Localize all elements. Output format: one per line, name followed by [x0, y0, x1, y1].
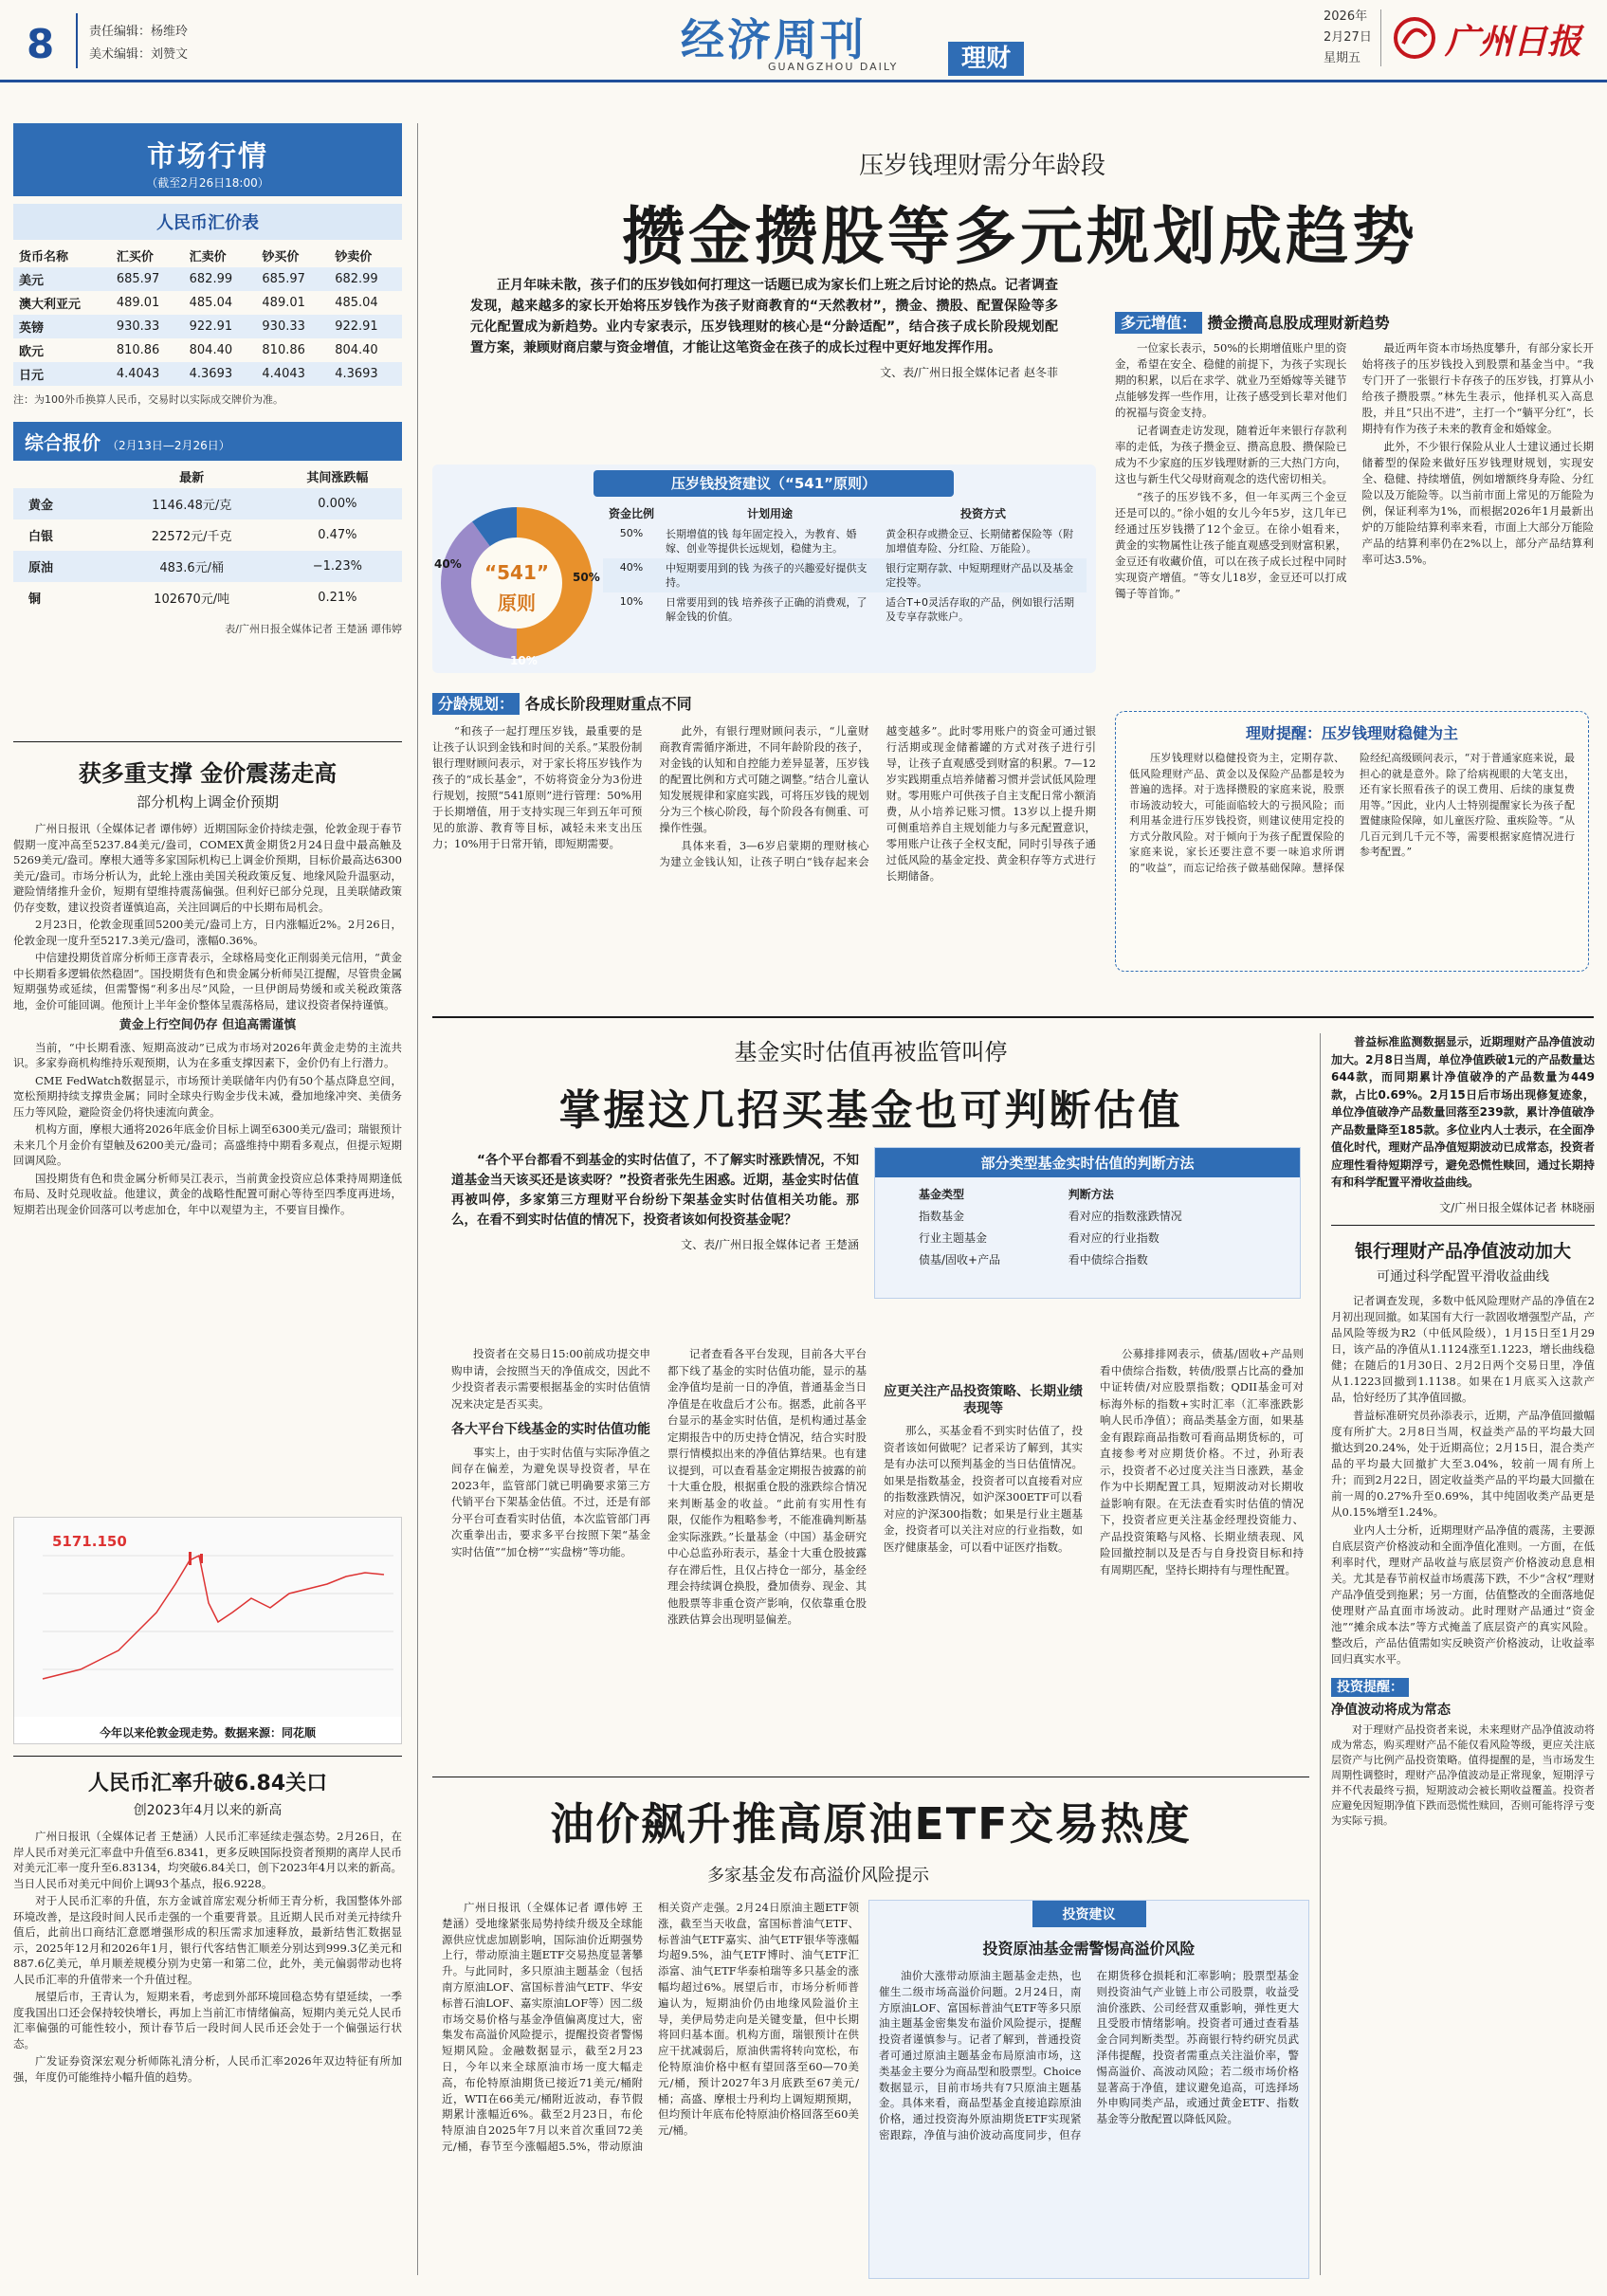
- wealth-tip-title: 净值波动将成为常态: [1331, 1702, 1451, 1718]
- commodity-value: 22572元/千克: [151, 530, 232, 544]
- method-cell: 看中债综合指数: [1068, 1253, 1148, 1266]
- commodity-value: −1.23%: [273, 551, 402, 582]
- fx-value: 489.01: [116, 296, 160, 310]
- market-subtitle: （截至2月26日18:00）: [146, 176, 269, 190]
- gold-chart-caption: 今年以来伦敦金现走势。数据来源：同花顺: [99, 1726, 316, 1740]
- fx-value: 485.04: [335, 296, 378, 310]
- lead-headline: 攒金攒股等多元规划成趋势: [622, 200, 1418, 273]
- composite-row: [13, 488, 402, 519]
- fx-note: 注：为100外币换算人民币，交易时以实际成交牌价为准。: [13, 393, 283, 406]
- wealth-tip-bar: 投资提醒：: [1331, 1678, 1409, 1697]
- fx-value: 922.91: [329, 315, 402, 338]
- allocation-header-row: [603, 502, 1087, 524]
- composite-table: [13, 465, 402, 613]
- fx-row: [13, 315, 402, 338]
- fx-header-cell: 汇买价: [116, 250, 154, 264]
- fx-header-cell: 货币名称: [19, 250, 69, 264]
- method-cell: 看对应的行业指数: [1068, 1231, 1160, 1245]
- allocation-row: [603, 524, 1087, 558]
- rmb-subtitle: 创2023年4月以来的新高: [133, 1803, 283, 1818]
- box-541: [432, 465, 1096, 673]
- multi-body: 一位家长表示，50%的长期增值账户里的资金，希望在安全、稳健的前提下，为孩子实现长期的积累，以后在求学、就业乃至婚嫁等关键节点能够发挥一些作用，让孩子感受到长辈对他们的祝福与资金支持。 记者调查走访发现，随着近年来银行存款利率的走低，为孩子攒金豆、攒高息股、攒保险已成为不少家庭的压岁钱理财新的三大热门方向，这也与新生代父母财商观念的迭代密切相关。 “孩子的压岁钱不多，但一年买两三个金豆还是可以的。”徐小姐的女儿今年5岁，这几年已经通过压岁钱攒了12个金豆。在徐小姐看来，黄金的实物属性让孩子能直观感受到财富积累，金豆还有收藏价值，可以在孩子成长过程中同时实现资产增值。“等女儿18岁，金豆还可以打成镯子等首饰。” 最近两年资本市场热度攀升，有部分家长开始将孩子的压岁钱投入到股票和基金当中。“我专门开了一张银行卡存孩子的压岁钱，打算从小给孩子攒股票。”林先生表示，他择机买入高息股，并且“只出不进”，主打一个“躺平分红”，长期持有作为孩子未来的教育金和婚嫁金。 此外，不少银行保险从业人士建议通过长期储蓄型的保险来做好压岁钱理财规划，实现安全、稳健、持续增值，例如增额终身寿险、分红险以及万能险等。以当前市面上常见的万能险为例，保证利率为1%，而根据2026年1月最新出炉的万能险结算利率来看，市面上大部分万能险产品的结算利率仍在2%以上，部分产品结算利率可达3.5%。: [1115, 341, 1594, 600]
- wealth-subtitle: 可通过科学配置平滑收益曲线: [1377, 1268, 1549, 1285]
- wealth-tip-body: 对于理财产品投资者来说，未来理财产品净值波动将成为常态，购买理财产品不能仅看风险等级，更应关注底层资产与比例产品投资策略。值得提醒的是，当市场发生周期性调整时，理财产品净值波动是正常现象，短期浮亏并不代表最终亏损，短期波动会被长期收益覆盖。投资者应避免因短期净值下跌而恐慌性赎回，否则可能将浮亏变为实际亏损。: [1331, 1722, 1595, 1827]
- fx-currency: 美元: [13, 267, 111, 291]
- fx-value: 922.91: [184, 315, 257, 338]
- composite-row: [13, 551, 402, 582]
- fx-value: 804.40: [335, 343, 378, 357]
- lead-byline: 文、表/广州日报全媒体记者 赵冬菲: [880, 366, 1058, 379]
- allocation-row: [603, 592, 1087, 627]
- fx-value: 682.99: [329, 267, 402, 291]
- reminder-title: 理财提醒：压岁钱理财稳健为主: [1245, 724, 1458, 742]
- gold-chart-top-label: 5171.150: [52, 1533, 127, 1550]
- commodity-name: 铜: [28, 592, 42, 607]
- method-title: 部分类型基金实时估值的判断方法: [875, 1148, 1300, 1177]
- fund-col4: 公募排排网表示，债基/固收+产品则看中债综合指数，转债/股票占比高的叠加中证转债/对应股票指数；QDII基金可对标海外标的指数+实时汇率（汇率涨跌影响人民币净值）；商品类基金方面，如果基金有跟踪商品指数可看商品期货标的，可直接参考对应期货价格。不过，孙珩表示，投资者不必过度关注当日涨跌，基金作为中长期配置工具，短期波动对长期收益影响有限。在无法查看实时估值的情况下，投资者应更关注基金经理投资能力、产品投资策略与风格、长期业绩表现、风险回撤控制以及是否与自身投资目标和持有周期匹配，坚持长期持有与理性配置。: [1100, 1347, 1304, 1576]
- wealth-tip: [1331, 1677, 1595, 1829]
- paper-logo: [1392, 11, 1591, 64]
- allocation-header-cell: 资金比例: [609, 507, 655, 520]
- fx-value: 489.01: [262, 296, 305, 310]
- fx-header-cell: 钞卖价: [335, 250, 373, 264]
- rmb-article: [13, 1761, 402, 2086]
- fx-value: 4.3693: [329, 362, 402, 386]
- commodity-name: 黄金: [13, 488, 111, 519]
- lead-intro: 正月年味未散，孩子们的压岁钱如何打理这一话题已成为家长们上班之后讨论的热点。记者调查发现，越来越多的家长开始将压岁钱作为孩子财商教育的“天然教材”，攒金、攒股、配置保险等多元化配置成为新趋势。业内专家表示，压岁钱理财的核心是“分龄适配”，结合孩子成长阶段规划配置方案，兼顾财商启蒙与资金增值，才能让这笔资金在孩子的成长过程中更好地发挥作用。: [470, 278, 1058, 355]
- method-header-cell: 基金类型: [919, 1188, 965, 1201]
- allocation-cell: 日常要用到的钱 培养孩子正确的消费观，了解金钱的价值。: [666, 596, 867, 623]
- oil-advice-box: [868, 1900, 1309, 2279]
- gold-body: 广州日报讯（全媒体记者 谭伟婷）近期国际金价持续走强，伦敦金现于春节假期一度冲高至5237.84美元/盎司，COMEX黄金期货2月24日盘中最高触及5269美元/盎司。摩根大通等多家国际机构已上调金价预期，目标价最高达6300美元/盎司。市场分析认为，此轮上涨由美国关税政策反复、地缘风险升温驱动，避险情绪推升金价，短期有望维持震荡偏强。但利好已部分兑现，且美联储政策仍存变数，建议投资者谨慎追高，关注回调后的中长期布局机会。 2月23日，伦敦金现重回5200美元/盎司上方，日内涨幅近2%。2月26日，伦敦金现一度升至5217.3美元/盎司，涨幅0.36%。 中信建投期货首席分析师王彦青表示，全球格局变化正削弱美元信用，“黄金中长期看多逻辑依然稳固”。国投期货有色和贵金属分析师吴江提醒，尽管贵金属短期强势或延续，但需警惕“利多出尽”风险，一旦伊朗局势缓和或关税政策落地，金价可能回调。他预计上半年金价整体呈震荡格局，建议投资者保持谨慎。 黄金上行空间仍存 但追高需谨慎 当前，“中长期看涨、短期高波动”已成为市场对2026年黄金走势的主流共识。多家券商机构维持乐观预期，认为在多重支撑因素下，金价仍有上行潜力。 CME FedWatch数据显示，市场预计美联储年内仍有50个基点降息空间，宽松预期持续支撑贵金属；同时全球央行购金步伐未减，叠加地缘冲突、美债务压力等风险，避险资金仍将快速流向黄金。 机构方面，摩根大通将2026年底金价目标上调至6300美元/盎司；瑞银预计未来几个月金价有望触及6200美元/盎司；高盛维持中期看多观点，但提示短期回调风险。 国投期货有色和贵金属分析师吴江表示，当前黄金投资应总体秉持周期逢低布局、及时兑现收益。他建议，黄金的战略性配置可耐心等待至四季度再进场，短期若出现金价回落可以考虑加仓，年中以观望为主，不要盲目操作。: [13, 822, 402, 1216]
- pie-center-title: “541”: [484, 561, 550, 584]
- section-tag: 理财: [948, 42, 1024, 76]
- wealth-body: 记者调查发现，多数中低风险理财产品的净值在2月初出现回撤。如某国有大行一款固收增强型产品，产品风险等级为R2（中低风险级），1月15日至1月29日，该产品的净值从1.1124涨至1.1223，增长曲线稳健；在随后的1月30日、2月2日两个交易日里，净值从1.1223回撤到1.1138。如果在1月底买入这款产品，恰好经历了其净值回撤。 普益标准研究员孙添表示，近期，产品净值回撤幅度有所扩大。2月8日当周，权益类产品的平均最大回撤达到20.24%，处于近期高位；2月15日，混合类产品的平均最大回撤扩大至3.04%，较前一周有所上升；而到2月22日，固定收益类产品的平均最大回撤在前一周的0.27%升至0.69%，其中纯固收类产品更是从0.15%增至1.24%。 业内人士分析，近期理财产品净值的震荡，主要源自底层资产价格波动和全面净值化准则。一方面，在低利率时代，理财产品收益与底层资产价格波动息息相关。尤其是春节前权益市场震荡下跌，不少“含权”理财产品净值受到拖累；另一方面，估值整改的全面落地促使理财产品直面市场波动。此时理财产品通过“资金池”“摊余成本法”等方式掩盖了底层资产的真实风险。整改后，产品估值需如实反映资产价格波动，让收益率回归真实水平。: [1331, 1293, 1595, 1666]
- wealth-cont-byline: 文/广州日报全媒体记者 林晓丽: [1439, 1200, 1595, 1214]
- method-cell: 指数基金: [919, 1210, 965, 1223]
- commodity-value: 0.47%: [318, 528, 357, 542]
- date-year: 2026年: [1324, 9, 1368, 24]
- fund-byline: 文、表/广州日报全媒体记者 王楚涵: [681, 1238, 859, 1251]
- method-table: [913, 1183, 1264, 1270]
- wealth-cont: 普益标准监测数据显示，近期理财产品净值波动加大。2月8日当周，单位净值跌破1元的产品数量达644款，而同期累计净值破净的产品数量为449款，占比0.69%。2月15日后市场出现修复迹象，单位净值破净产品数量回落至239款，累计净值破净产品数量降至185款。多位业内人士表示，在全面净值化时代，理财产品净值短期波动已成常态，投资者应理性看待短期浮亏，避免恐慌性赎回，通过长期持有和科学配置平滑收益曲线。: [1331, 1035, 1595, 1189]
- composite-title: 综合报价: [25, 431, 100, 454]
- composite-range: （2月13日—2月26日）: [106, 439, 230, 452]
- fx-value: 930.33: [256, 315, 329, 338]
- gold-chart-svg: [14, 1518, 401, 1717]
- allocation-cell: 50%: [619, 527, 644, 539]
- market-title: 市场行情: [147, 140, 268, 173]
- fund-kicker: 基金实时估值再被监管叫停: [734, 1039, 1008, 1066]
- fx-row: [13, 291, 402, 315]
- composite-header-cell: [13, 465, 111, 488]
- commodity-value: 0.00%: [273, 488, 402, 519]
- gold-subhead: 黄金上行空间仍存 但追高需谨慎: [119, 1018, 297, 1032]
- fund-col1: 投资者在交易日15:00前成功提交申购申请，会按照当天的净值成交，因此不少投资者表示需要根据基金的实时估值情况来决定是否买卖。 各大平台下线基金的实时估值功能 事实上，由于实时估值与实际净值之间存在偏差，为避免误导投资者，早在2023年，监管部门就已明确要求第三方代销平台下架基金估值。不过，还是有部分平台可查看实时估值，本次监管部门再次重拳出击，要求多平台按照下架“基金实时估值”“加仓榜”“实盘榜”等功能。: [451, 1347, 650, 1558]
- allocation-header-cell: 投资方式: [960, 507, 1007, 520]
- fx-value: 804.40: [189, 343, 233, 357]
- composite-row: [13, 582, 402, 613]
- composite-header-cell: 其间涨跌幅: [306, 471, 369, 485]
- market-sidebar: [13, 123, 402, 636]
- fx-value: 4.3693: [184, 362, 257, 386]
- date-day: 2月27日: [1324, 30, 1372, 45]
- fund-col3: 应更关注产品投资策略、长期业绩表现等 那么，买基金看不到实时估值了，投资者该如何做呢？记者采访了解到，其实是有办法可以预判基金的当日估值情况。如果是指数基金，投资者可以直接看对应的指数涨跌情况，如沪深300ETF可以看对应的沪深300指数；如果是行业主题基金，投资者可以关注对应的行业指数，如医疗健康基金，可以看中证医疗指数。: [884, 1384, 1083, 1554]
- aging-body: “和孩子一起打理压岁钱，最重要的是让孩子认识到金钱和时间的关系。”某股份制银行理财顾问表示，对于家长将压岁钱作为孩子的“成长基金”，不妨将资金分为3份进行规划，按照“541原则”进行管理：50%用于长期增值，用于支持实现三年到五年可预见的旅游、教育等目标，减轻未来支出压力；10%用于日常开销，即短期需要。 此外，有银行理财顾问表示，“儿童财商教育需循序渐进，不同年龄阶段的孩子，对金钱的认知和自控能力差异显著，压岁钱的配置比例和方式可随之调整。”结合儿童认知发展规律和家庭实践，可将压岁钱的规划分为三个核心阶段，每个阶段各有侧重、可操作性强。 具体来看，3—6岁启蒙期的理财核心为建立金钱认知，让孩子明白“钱存起来会越变越多”。此时零用账户的资金可通过银行活期或现金储蓄罐的方式对孩子进行引导，让孩子直观感受到财富的积累。7—12岁实践期重点培养储蓄习惯并尝试低风险理财。零用账户可供孩子自主支配日常小额消费，从小培养记账习惯。13岁以上提升期可侧重培养自主规划能力与多元配置意识，零用账户让孩子全权支配，同时引导孩子通过低风险的基金定投、黄金积存等方式进行长期储备。: [432, 724, 1096, 883]
- method-row: [913, 1248, 1264, 1270]
- composite-credit: 表/广州日报全媒体记者 王楚涵 谭伟婷: [225, 623, 402, 635]
- paper-pinyin: GUANGZHOU DAILY: [768, 61, 899, 73]
- commodity-name: 白银: [28, 530, 54, 544]
- fx-value: 930.33: [111, 315, 184, 338]
- fx-currency: 欧元: [19, 345, 45, 359]
- oil-body: 广州日报讯（全媒体记者 谭伟婷 王楚涵）受地缘紧张局势持续升级及全球能源供应忧虑加剧影响，国际油价近期强势上行，带动原油主题ETF交易热度显著攀升。与此同时，多只原油主题基金（包括南方原油LOF、富国标普油气ETF、华安标普石油LOF、嘉实原油LOF等）因二级市场交易价格与基金净值偏离度过大，密集发布高溢价风险提示，提醒投资者警惕短期风险。金融数据显示，截至2月23日，今年以来全球原油市场一度大幅走高，布伦特原油期货已接近71美元/桶附近，WTI在66美元/桶附近波动，春节假期累计涨幅近6%。截至2月23日，布伦特原油自2025年7月以来首次重回72美元/桶，春节至今涨幅超5.5%，带动原油相关资产走强。2月24日原油主题ETF领涨，截至当天收盘，富国标普油气ETF、标普油气ETF嘉实、油气ETF银华等涨幅均超9.5%，油气ETF博时、油气ETF汇添富、油气ETF华泰柏瑞等多只基金的涨幅均超过6%。展望后市，市场分析师普遍认为，短期油价仍由地缘风险溢价主导，美伊局势走向是关键变量，但中长期将回归基本面。机构方面，瑞银预计在供应干扰减弱后，原油供需将转向宽松，布伦特原油价格中枢有望回落至60—70美元/桶，预计2027年3月底跌至67美元/桶；高盛、摩根士丹利均上调短期预期，但均预计年底布伦特原油价格回落至60美元/桶。: [442, 1901, 859, 2153]
- fx-currency: 英镑: [13, 315, 111, 338]
- wealth-article: [1331, 1033, 1595, 1829]
- fx-value: 685.97: [256, 267, 329, 291]
- lead-intro-box: [470, 275, 1058, 380]
- method-cell: 看对应的指数涨跌情况: [1068, 1210, 1182, 1223]
- oil-advice-body: 油价大涨带动原油主题基金走热，也催生二级市场高溢价问题。2月24日，南方原油LOF、富国标普油气ETF等多只原油主题基金密集发布溢价风险提示，提醒投资者谨慎参与。记者了解到，普通投资者可通过原油主题基金布局原油市场，这类基金主要分为商品型和股票型。Choice数据显示，目前市场共有7只原油主题基金。具体来看，商品型基金直接追踪原油价格，通过投资海外原油期货ETF实现紧密跟踪，净值与油价波动高度同步，但存在期货移仓损耗和汇率影响；股票型基金则投资油气产业链上市公司股票，收益受油价涨跌、公司经营双重影响，弹性更大且受股市情绪影响。投资者可通过查看基金合同判断类型。苏商银行特约研究员武泽伟提醒，投资者需重点关注溢价率，警惕高溢价、高波动风险；若二级市场价格显著高于净值，建议避免追高，可选择场外申购同类产品，或通过黄金ETF、指数基金等分散配置以降低风险。: [879, 1969, 1299, 2141]
- allocation-cell: 中短期要用到的钱 为孩子的兴趣爱好提供支持。: [660, 558, 880, 592]
- fx-currency: 日元: [13, 362, 111, 386]
- lead-article: [432, 133, 1594, 1014]
- fund-col2: 记者查看各平台发现，目前各大平台都下线了基金的实时估值功能，显示的基金净值均是前一日的净值，普通基金当日净值是在收盘后才公布。据悉，此前各平台显示的基金实时估值，是机构通过基金定期报告中的历史持仓情况，结合实时股票行情模拟出来的净值估算结果。也有建议提到，可以查看基金定期报告披露的前十大重仓股，根据重仓股的涨跌综合情况来判断基金的收益。“此前有实用性有限，仅能作为粗略参考，不能准确判断基金实际涨跌。”长量基金（中国）基金研究中心总监孙珩表示，基金十大重仓股披露存在滞后性，且仅占持仓一部分，基金经理会持续调仓换股，叠加债券、现金、其他股票等非重仓资产影响，仅依靠重仓股涨跌估算会出现明显偏差。: [667, 1347, 867, 1626]
- method-row: [913, 1205, 1264, 1227]
- fund-intro-box: [451, 1151, 859, 1252]
- editor-credit: 责任编辑：杨维玲: [89, 25, 189, 39]
- fx-value: 4.4043: [256, 362, 329, 386]
- multi-section: [1115, 311, 1594, 653]
- oil-headline: 油价飙升推高原油ETF交易热度: [550, 1798, 1192, 1850]
- allocation-table: [603, 502, 1087, 627]
- fx-header-row: [13, 244, 402, 267]
- fund-col3-head: 应更关注产品投资策略、长期业绩表现等: [884, 1384, 1083, 1416]
- pie-center-sub: 原则: [498, 592, 536, 614]
- multi-bar: 多元增值： 攒金攒高息股成理财新趋势: [1115, 311, 1594, 333]
- weekday: 星期五: [1324, 51, 1361, 65]
- allocation-header-cell: 计划用途: [747, 507, 794, 520]
- composite-box: [13, 422, 402, 636]
- page-number: 8: [27, 21, 55, 67]
- reminder-body: 压岁钱理财以稳健投资为主，定期存款、低风险理财产品、黄金以及保险产品都是较为普遍的选择。对于选择攒股的家庭来说，股票市场波动较大，可能面临较大的亏损风险；而利用基金进行压岁钱投资，则建议使用定投的方式分散风险。对于倾向于为孩子配置保险的家庭来说，家长还要注意不要一味追求所谓的“收益”，而忘记给孩子做基础保障。慧择保险经纪高级顾问表示，“对于普通家庭来说，最担心的就是意外。除了给病视眼的大笔支出，还有家长照看孩子的误工费用、后续的康复费用等。”因此，业内人士特别提醒家长为孩子配置健康险保障，如儿童医疗险、重疾险等。“从几百元到几千元不等，需要根据家庭情况进行参考配置。”: [1129, 752, 1575, 874]
- allocation-cell: 适合T+0灵活存取的产品，例如银行活期及专享存款账户。: [886, 596, 1075, 623]
- method-box: [874, 1147, 1301, 1299]
- fund-intro: “各个平台都看不到基金的实时估值了，不了解实时涨跌情况，不知道基金当天该买还是该卖呀？”投资者张先生困惑。近期，基金实时估值再被叫停，多家第三方理财平台纷纷下架基金实时估值相关功能。那么，在看不到实时估值的情况下，投资者该如何投资基金呢？: [451, 1153, 859, 1228]
- oil-subtitle: 多家基金发布高溢价风险提示: [707, 1866, 929, 1886]
- pie-label-40: 40%: [434, 557, 462, 571]
- paper-name: 广州日报: [1445, 22, 1582, 62]
- fx-header-cell: 钞买价: [262, 250, 300, 264]
- rmb-headline: 人民币汇率升破6.84关口: [87, 1772, 328, 1795]
- fx-title: 人民币汇价表: [13, 204, 402, 240]
- allocation-cell: 长期增值的钱 每年固定投入，为教育、婚嫁、创业等提供长远规划，稳健为主。: [666, 528, 857, 555]
- allocation-cell: 40%: [603, 558, 660, 592]
- composite-header-row: [13, 465, 402, 488]
- fx-value: 810.86: [262, 343, 305, 357]
- commodity-value: 0.21%: [318, 591, 357, 605]
- market-banner: [13, 123, 402, 196]
- wealth-headline: 银行理财产品净值波动加大: [1354, 1240, 1571, 1262]
- gold-subtitle: 部分机构上调金价预期: [136, 793, 279, 811]
- fx-value: 4.4043: [111, 362, 184, 386]
- fx-table: [13, 244, 402, 386]
- pie-label-10: 10%: [510, 654, 538, 667]
- box-541-title: 压岁钱投资建议（“541”原则）: [593, 470, 954, 497]
- gold-chart: [13, 1517, 402, 1744]
- rmb-body: 广州日报讯（全媒体记者 王楚涵）人民币汇率延续走强态势。2月26日，在岸人民币对美元汇率盘中升值至6.8341，更多反映国际投资者预期的离岸人民币对美元汇率一度升至6.83134，均突破6.84关口，创下2023年4月以来的新高。当日人民币对美元中间价上调93个基点，报6.9228。 对于人民币汇率的升值，东方金诚首席宏观分析师王青分析，我国整体外部环境改善，是这段时间人民币走强的一个重要背景。且近期人民币对美元持续升值后，此前出口商结汇意愿增强形成的积压需求加速释放，最新结售汇数据显示，2025年12月和2026年1月，银行代客结售汇顺差分别达到999.3亿美元和887.6亿美元，单月顺差规模分别为史第一和第二位，此外，美元偏弱带动也将人民币汇率的升值带来一个升值过程。 展望后市，王青认为，短期来看，考虑到外部环境回稳态势有望延续，一季度我国出口还会保持较快增长，再加上当前汇市情绪偏高，短期内美元兑人民币汇率偏强的可能性较小，预计春节后一段时间人民币还会处于一个偏强运行状态。 广发证券资深宏观分析师陈礼清分析，人民币汇率2026年双边特征有所加强，年度仍可能维持小幅升值的趋势。: [13, 1830, 402, 2084]
- method-row: [913, 1227, 1264, 1248]
- fx-value: 685.97: [111, 267, 184, 291]
- aging-bar: 分龄规划： 各成长阶段理财重点不同: [432, 692, 1096, 714]
- fund-col1-head: 各大平台下线基金的实时估值功能: [451, 1422, 650, 1437]
- method-header-row: [913, 1183, 1264, 1205]
- fund-article: [432, 1033, 1309, 1782]
- composite-header-cell: 最新: [179, 471, 205, 485]
- fx-currency: 澳大利亚元: [19, 298, 82, 312]
- art-editor-credit: 美术编辑：刘赞文: [89, 47, 189, 62]
- fx-value: 810.86: [116, 343, 160, 357]
- allocation-cell: 10%: [619, 595, 644, 608]
- oil-advice-bar: 投资建议: [1032, 1901, 1146, 1927]
- gold-article: [13, 749, 402, 1219]
- method-cell: 行业主题基金: [919, 1231, 988, 1245]
- fx-row: [13, 338, 402, 362]
- commodity-value: 1146.48元/克: [111, 488, 273, 519]
- fx-row: [13, 267, 402, 291]
- commodity-value: 102670元/吨: [154, 592, 230, 607]
- commodity-name: 原油: [13, 551, 111, 582]
- fx-header-cell: 汇卖价: [189, 250, 227, 264]
- lead-kicker: 压岁钱理财需分年龄段: [859, 152, 1106, 180]
- pie-label-50: 50%: [573, 571, 600, 584]
- fund-headline: 掌握这几招买基金也可判断估值: [558, 1086, 1183, 1135]
- allocation-row: [603, 558, 1087, 592]
- method-header-cell: 判断方法: [1068, 1188, 1114, 1201]
- method-cell: 债基/固收+产品: [919, 1253, 1001, 1266]
- fx-value: 682.99: [184, 267, 257, 291]
- fx-value: 485.04: [189, 296, 233, 310]
- fx-table-box: [13, 204, 402, 407]
- commodity-value: 483.6元/桶: [111, 551, 273, 582]
- aging-section: [432, 692, 1096, 998]
- allocation-cell: 银行定期存款、中短期理财产品以及基金定投等。: [880, 558, 1087, 592]
- reminder-box: [1115, 711, 1589, 972]
- supplement-title: 经济周刊: [681, 14, 867, 65]
- page-header: [0, 0, 1607, 82]
- oil-article: [432, 1782, 1309, 2285]
- allocation-cell: 黄金积存或攒金豆、长期储蓄保险等（附加增值寿险、分红险、万能险）。: [886, 528, 1074, 555]
- oil-advice-title: 投资原油基金需警惕高溢价风险: [982, 1940, 1196, 1958]
- composite-title-bar: [13, 422, 402, 461]
- fx-row: [13, 362, 402, 386]
- paper-logo-icon: [1392, 15, 1437, 61]
- composite-row: [13, 519, 402, 551]
- gold-headline: 获多重支撑 金价震荡走高: [78, 760, 338, 787]
